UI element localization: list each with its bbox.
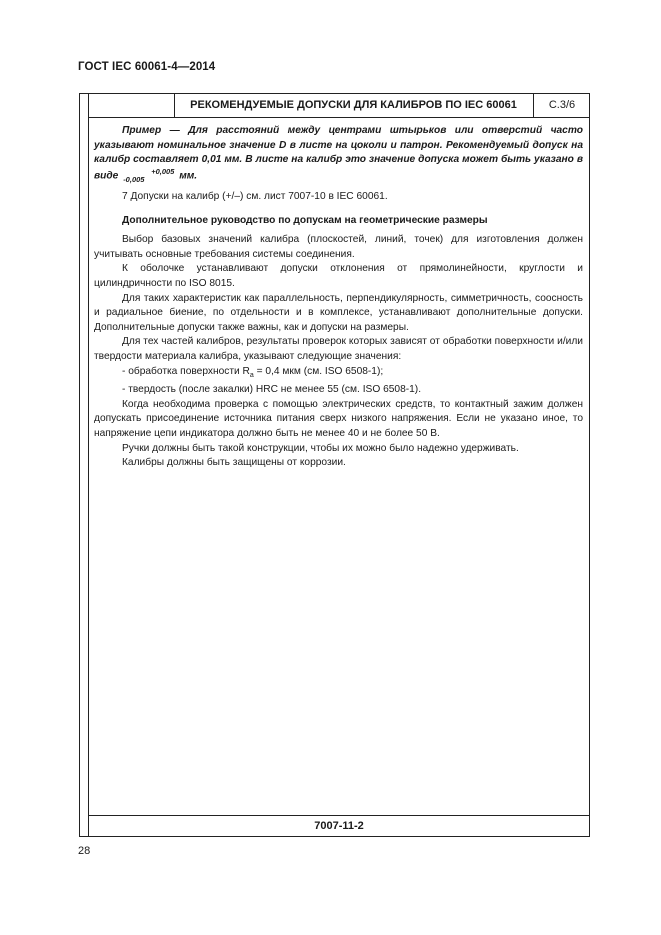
frame-inner-line bbox=[88, 93, 89, 837]
bullet-surface-finish bbox=[94, 365, 583, 384]
tolerance-upper: +0,005 bbox=[151, 166, 175, 176]
page-number: 28 bbox=[78, 845, 91, 857]
tolerance-lower: -0,005 bbox=[123, 174, 145, 184]
paragraph-3: Для таких характеристик как параллельность, перпендикулярность, симметричность, соосность и радиальное биение, по отдельности и в комплексе, устанавливают дополнительные допуски. Дополнительные допуски также важны, как и допуски на размеры. bbox=[94, 292, 583, 333]
paragraph-7: Калибры должны быть защищены от коррозии. bbox=[122, 457, 346, 469]
item-7: 7 Допуски на калибр (+/–) см. лист 7007-10 в IEC 60061. bbox=[122, 191, 388, 203]
document-code: ГОСТ IEC 60061-4—2014 bbox=[78, 61, 216, 73]
paragraph-2: К оболочке устанавливают допуски отклонения от прямолинейности, круглости и цилиндричности по ISO 8015. bbox=[94, 263, 583, 290]
bullet-hardness: - твердость (после закалки) HRC не менее 55 (см. ISO 6508-1). bbox=[122, 384, 422, 396]
tolerance-unit: мм. bbox=[179, 170, 198, 182]
section-heading: Дополнительное руководство по допускам на геометрические размеры bbox=[122, 214, 488, 226]
paragraph-6: Ручки должны быть такой конструкции, чтобы их можно было надежно удерживать. bbox=[122, 442, 519, 454]
bullet-1-text-end: = 0,4 мкм (см. ISO 6508-1); bbox=[253, 365, 384, 377]
paragraph-1: Выбор базовых значений калибра (плоскостей, линий, точек) для изготовления должен учитывать основные требования системы соединения. bbox=[94, 234, 583, 260]
sheet-footer-code: 7007-11-2 bbox=[88, 815, 590, 837]
example-paragraph bbox=[94, 124, 583, 184]
paragraph-4: Для тех частей калибров, результаты проверок которых зависят от обработки поверхности и/или твердости материала калибра, указывают следующие значения: bbox=[94, 336, 583, 362]
example-text: Пример — Для расстояний между центрами штырьков или отверстий часто указывают номинальное значение D в листе на цоколи и патрон. Рекомендуемый допуск на калибр составляет 0,01 мм. В листе на калибр это значение допуска может быть указано в виде bbox=[94, 125, 583, 182]
sheet-content bbox=[94, 124, 583, 471]
bullet-1-subscript: a bbox=[249, 371, 254, 379]
paragraph-5: Когда необходима проверка с помощью электрических средств, то контактный зажим должен допускать присоединение источника питания сверх низкого напряжения. Если не указано иное, то напряжение цепи индикатора должно быть не менее 40 и не более 50 В. bbox=[94, 398, 583, 439]
header-sheet-number: С.3/6 bbox=[548, 99, 576, 111]
sheet-header bbox=[88, 93, 590, 118]
header-title: РЕКОМЕНДУЕМЫЕ ДОПУСКИ ДЛЯ КАЛИБРОВ ПО IEC 60061 bbox=[174, 93, 534, 117]
tolerance-value bbox=[123, 168, 174, 184]
bullet-1-text: - обработка поверхности R bbox=[122, 365, 250, 377]
header-blank-cell bbox=[88, 93, 175, 117]
